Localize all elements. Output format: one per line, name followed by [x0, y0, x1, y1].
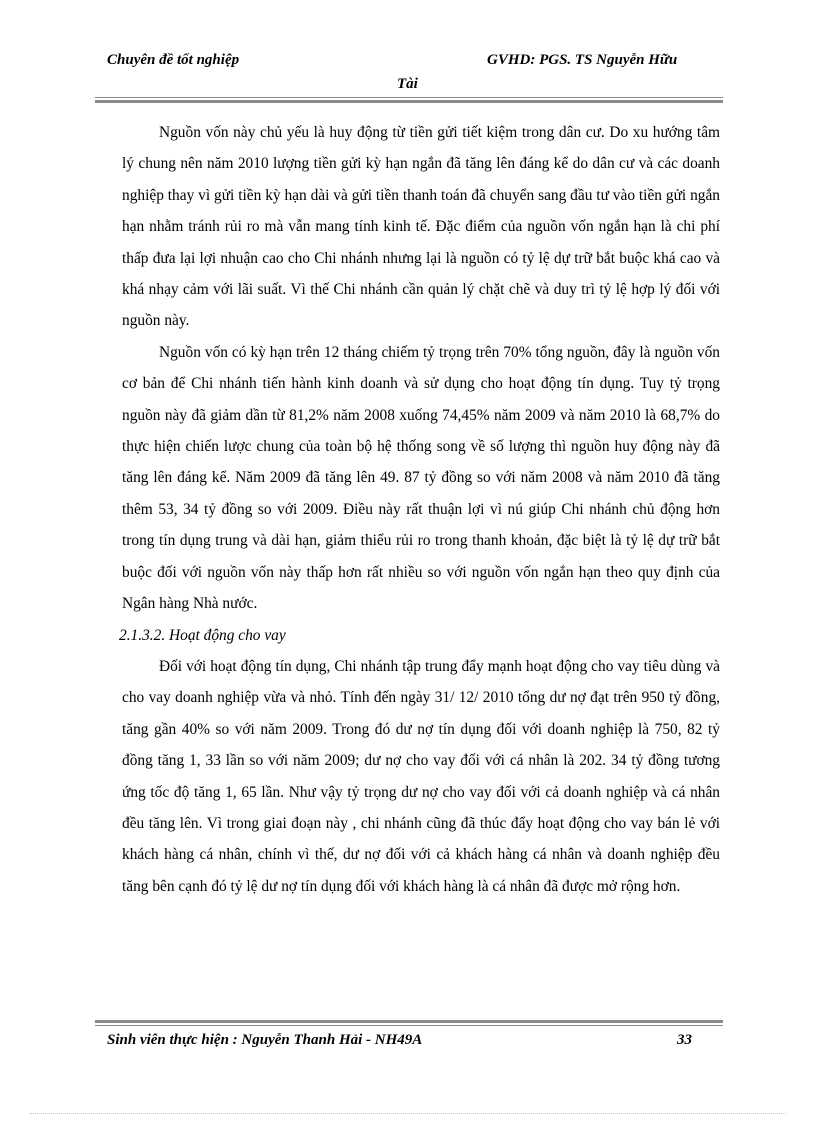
header-supervisor-continued: Tài	[397, 76, 418, 92]
header-document-title: Chuyên đề tốt nghiệp	[107, 52, 240, 68]
header-supervisor: GVHD: PGS. TS Nguyễn Hữu	[487, 52, 678, 68]
footer-rule	[95, 1020, 723, 1026]
paragraph-short-term-funds: Nguồn vốn này chủ yếu là huy động từ tiền gửi tiết kiệm trong dân cư. Do xu hướng tâm lý chung nên năm 2010 lượng tiền gửi kỳ hạn ngắn đã tăng lên đáng kể do dân cư và các doanh nghiệp thay vì gửi tiền kỳ hạn dài và gửi tiền thanh toán đã chuyển sang đầu tư vào tiền gửi ngắn hạn nhằm tránh rủi ro mà vẫn mang tính kinh tế. Đặc điểm của nguồn vốn ngắn hạn là chi phí thấp đưa lại lợi nhuận cao cho Chi nhánh nhưng lại là nguồn có tỷ lệ dự trữ bắt buộc khá cao và khá nhạy cảm với lãi suất. Vì thế Chi nhánh cần quản lý chặt chẽ và duy trì tỷ lệ hợp lý đối với nguồn này.	[122, 124, 720, 330]
page-body	[119, 117, 720, 902]
paragraph-lending-activity: Đối với hoạt động tín dụng, Chi nhánh tập trung đẩy mạnh hoạt động cho vay tiêu dùng và cho vay doanh nghiệp vừa và nhỏ. Tính đến ngày 31/ 12/ 2010 tổng dư nợ đạt trên 950 tỷ đồng, tăng gần 40% so với năm 2009. Trong đó dư nợ tín dụng đối với doanh nghiệp là 750, 82 tỷ đồng tăng 1, 33 lần so với năm 2009; dư nợ cho vay đối với cá nhân là 202. 34 tỷ đồng tương ứng tốc độ tăng 1, 65 lần. Như vậy tỷ trọng dư nợ cho vay đối với cả doanh nghiệp và cá nhân đều tăng lên. Vì trong giai đoạn này , chi nhánh cũng đã thúc đẩy hoạt động cho vay bán lẻ với khách hàng cá nhân, chính vì thế, dư nợ đối với cả khách hàng cá nhân và doanh nghiệp đều tăng bên cạnh đó tỷ lệ dư nợ tín dụng đối với khách hàng là cá nhân đã được mở rộng hơn.	[122, 657, 720, 895]
footer-author: Sinh viên thực hiện : Nguyễn Thanh Hải - NH49A	[107, 1032, 423, 1048]
section-heading: 2.1.3.2. Hoạt động cho vay	[119, 626, 286, 644]
paragraph-long-term-funds: Nguồn vốn có kỳ hạn trên 12 tháng chiếm tỷ trọng trên 70% tổng nguồn, đây là nguồn vốn cơ bản để Chi nhánh tiến hành kinh doanh và sử dụng cho hoạt động tín dụng. Tuy tỷ trọng nguồn này đã giảm dần từ 81,2% năm 2008 xuống 74,45% năm 2009 và năm 2010 là 68,7% do thực hiện chiến lược chung của toàn bộ hệ thống song về số lượng thì nguồn huy động này đã tăng lên đáng kể. Năm 2009 đã tăng lên 49. 87 tỷ đồng so với năm 2008 và năm 2010 đã tăng thêm 53, 34 tỷ đồng so với 2009. Điều này rất thuận lợi vì nú giúp Chi nhánh chủ động hơn trong tín dụng trung và dài hạn, giảm thiểu rủi ro trong thanh khoản, đặc biệt là tỷ lệ dự trữ bắt buộc đối với nguồn vốn này thấp hơn rất nhiều so với nguồn vốn ngắn hạn theo quy định của Ngân hàng Nhà nước.	[122, 343, 720, 613]
header-rule	[95, 97, 723, 103]
page-number: 33	[677, 1032, 692, 1048]
page-edge-divider	[30, 1113, 786, 1114]
